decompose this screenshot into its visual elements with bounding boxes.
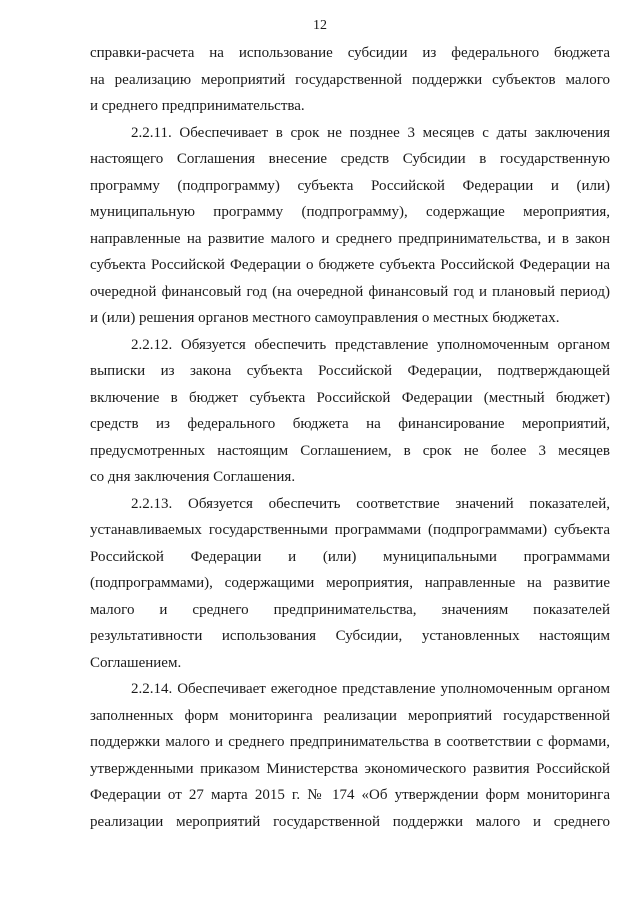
text-line: очередной финансовый год (на очередной финансовый год и плановый период) [90, 283, 610, 300]
text-line: 2.2.11. Обеспечивает в срок не позднее 3 месяцев с даты заключения [131, 124, 610, 141]
text-line: включение в бюджет субъекта Российской Федерации (местный бюджет) [90, 389, 610, 406]
text-line: Соглашением. [90, 654, 182, 671]
text-line: заполненных форм мониторинга реализации мероприятий государственной [90, 707, 610, 724]
text-line: выписки из закона субъекта Российской Федерации, подтверждающей [90, 363, 610, 379]
text-line: программу (подпрограмму) субъекта Российской Федерации и (или) [90, 177, 610, 194]
text-line: предусмотренных настоящим Соглашением, в срок не более 3 месяцев [90, 442, 610, 459]
text-line: средств из федерального бюджета на финансирование мероприятий, [90, 416, 610, 432]
text-line: реализации мероприятий государственной поддержки малого и среднего [90, 813, 610, 830]
text-line: результативности использования Субсидии, установленных настоящим [90, 628, 610, 644]
text-line: направленные на развитие малого и среднего предпринимательства, и в закон [90, 230, 610, 247]
text-line: муниципальную программу (подпрограмму), содержащие мероприятия, [90, 204, 610, 220]
text-line: на реализацию мероприятий государственной поддержки субъектов малого [90, 71, 610, 88]
text-line: 2.2.13. Обязуется обеспечить соответствие значений показателей, [131, 495, 610, 512]
text-line: поддержки малого и среднего предпринимательства в соответствии с формами, [90, 734, 610, 750]
text-line: (подпрограммами), содержащими мероприятия, направленные на развитие [90, 575, 610, 591]
page-number: 12 [313, 18, 327, 33]
text-line: Федерации от 27 марта 2015 г. № 174 «Об утверждении форм мониторинга [90, 787, 610, 803]
text-line: и (или) решения органов местного самоуправления о местных бюджетах. [90, 310, 560, 326]
text-line: 2.2.12. Обязуется обеспечить представление уполномоченным органом [131, 336, 610, 353]
text-line: и среднего предпринимательства. [90, 98, 305, 114]
text-line: справки-расчета на использование субсидии из федерального бюджета [90, 45, 610, 61]
document-body [90, 40, 610, 835]
text-line: со дня заключения Соглашения. [90, 469, 296, 485]
text-line: субъекта Российской Федерации о бюджете субъекта Российской Федерации на [90, 257, 610, 273]
text-line: утвержденными приказом Министерства экономического развития Российской [90, 760, 610, 777]
text-line: устанавливаемых государственными программами (подпрограммами) субъекта [90, 522, 610, 538]
text-line: малого и среднего предпринимательства, значениям показателей [90, 601, 610, 618]
text-line: Российской Федерации и (или) муниципальными программами [90, 548, 610, 565]
text-line: настоящего Соглашения внесение средств Субсидии в государственную [90, 151, 610, 167]
text-line: 2.2.14. Обеспечивает ежегодное представление уполномоченным органом [131, 681, 610, 697]
